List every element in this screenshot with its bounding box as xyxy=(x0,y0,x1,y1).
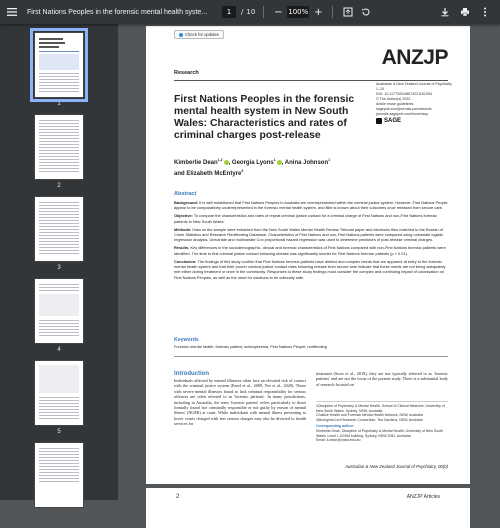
thumbnail-page-6[interactable] xyxy=(34,442,84,508)
abstract-background: Background: It is well established that First Nations Peoples in Australia are overrepresented within the criminal justice system. However, First Nations People appear to be comparatively underrepresented in the forensic mental health system, and little is known about their outcomes once released from secure care. xyxy=(174,200,448,211)
journal-footer: Australian & New Zealand Journal of Psychiatry, 00(0) xyxy=(345,464,448,469)
affiliations-block xyxy=(316,401,448,443)
history-icon[interactable] xyxy=(359,5,373,19)
corresponding-author-address: Kimberlie Dean, Discipline of Psychiatry & Mental Health, University of New South Wales, Level 1 AGSM building, Sydney, NSW 2052, Australia. xyxy=(316,428,444,438)
document-viewer[interactable] xyxy=(118,24,500,500)
thumbnail-image xyxy=(34,114,84,180)
corresponding-author-label: Corresponding author: xyxy=(316,424,355,429)
author-name: Anina Johnson xyxy=(284,160,329,166)
author-name: Kimberlie Dean xyxy=(174,160,218,166)
menu-icon[interactable] xyxy=(5,5,19,19)
print-icon[interactable] xyxy=(458,5,472,19)
author-affiliation-mark: 1,2 xyxy=(217,158,223,162)
fit-page-icon[interactable] xyxy=(341,5,355,19)
abstract-heading: Abstract xyxy=(174,191,197,197)
affiliation-2: 2Justice Health and Forensic Mental Health Network, NSW, Australia xyxy=(316,413,423,418)
thumbnail-image xyxy=(34,360,84,426)
orcid-icon[interactable] xyxy=(224,160,229,165)
meta-journal-link[interactable]: journals.sagepub.com/home/anp xyxy=(376,112,429,116)
keywords-heading: Keywords xyxy=(174,337,199,343)
thumbnail-sidebar xyxy=(0,24,118,500)
thumbnail-page-5[interactable] xyxy=(34,360,84,435)
document-title: First Nations Peoples in the forensic mental health syste... xyxy=(27,8,208,16)
page-separator: / xyxy=(241,8,244,16)
abstract-results: Results: Key differences in the sociodemographic, clinical and forensic characteristics of First Nations compared with non-First Nations forensic patients were identified. The time to first criminal justice contact following release was significantly shorter for First Nations forensic patients (p < 0.01). xyxy=(174,245,446,256)
zoom-input[interactable]: 100% xyxy=(288,8,309,16)
running-header: ANZJP Articles xyxy=(406,494,440,500)
toolbar-divider xyxy=(263,6,264,18)
download-icon[interactable] xyxy=(438,5,452,19)
page-number: 2 xyxy=(176,494,180,500)
introduction-column-2: treatment (Soon et al., 2018), they are not typically referred to as 'forensic patients' and are not the focus of the present study. There is a substantial body of research focused on xyxy=(316,371,448,387)
corresponding-author-email[interactable]: Email: k.dean@unsw.edu.au xyxy=(316,438,361,443)
keywords-text: Forensic mental health, forensic patient, schizophrenia, First Nations People, reoffending xyxy=(174,344,327,349)
author-affiliation-mark: 1 xyxy=(273,158,276,162)
thumbnail-page-3[interactable] xyxy=(34,196,84,271)
abstract-objective: Objective: To compare the characteristics and rates of repeat criminal justice contact for a criminal charge of First Nations and non-First Nations forensic patients in New South Wales. xyxy=(174,213,438,224)
thumbnail-number: 1 xyxy=(57,101,61,107)
thumbnail-page-2[interactable] xyxy=(34,114,84,189)
thumbnail-number: 4 xyxy=(57,347,61,353)
affiliation-3: 3Aboriginal-Led Research Consortium, Tea Gardens, NSW, Australia xyxy=(316,417,423,422)
introduction-column-1: Individuals affected by mental illnesses often face an elevated risk of contact with the criminal justice system (Fazel et al., 2009; Yee et al., 2020). Those with severe mental illnesses found to lack criminal responsibility for serious offences are often referred to as 'forensic patients'. In many jurisdictions, including in Australia, the term 'forensic patient' refers particularly to those formally found 'not criminally responsible or not guilty by reason of mental illness' (NGMI) at court. While individuals with mental illness presenting to lower courts charged with less serious charges may also be diverted to health services for xyxy=(174,378,306,427)
author-conjunction: and xyxy=(174,171,185,177)
thumbnail-image xyxy=(34,278,84,344)
thumbnail-page-4[interactable] xyxy=(34,278,84,353)
update-badge-icon xyxy=(179,33,183,37)
toolbar-divider xyxy=(332,6,333,18)
introduction-heading: Introduction xyxy=(174,371,209,377)
page-number-input[interactable]: 1 xyxy=(222,6,236,18)
check-updates-label: Check for updates xyxy=(185,32,219,37)
thumbnail-image xyxy=(34,196,84,262)
author-name: Elizabeth McEntyre xyxy=(186,171,242,177)
more-icon[interactable] xyxy=(478,5,492,19)
page-total: 10 xyxy=(246,8,256,16)
sage-logo-text: SAGE xyxy=(384,117,402,124)
thumbnail-image xyxy=(34,32,84,98)
orcid-icon[interactable] xyxy=(277,160,282,165)
sage-logo xyxy=(376,118,456,124)
meta-copyright: © The Author(s) 2022 xyxy=(376,97,411,101)
thumbnail-page-1[interactable] xyxy=(34,32,84,107)
article-section: Research xyxy=(174,70,199,76)
zoom-in-button[interactable]: + xyxy=(314,6,323,18)
article-title: First Nations Peoples in the forensic mental health system in New South Wales: Characteristics and rates of criminal charges post-release xyxy=(174,94,355,141)
article-meta xyxy=(376,82,456,124)
journal-logo: ANZJP xyxy=(381,46,448,69)
thumbnail-number: 3 xyxy=(57,265,61,271)
section-rule xyxy=(174,356,448,357)
author-affiliation-mark: 1 xyxy=(328,158,331,162)
pdf-toolbar xyxy=(0,0,500,24)
header-rule xyxy=(174,80,448,81)
pdf-page-2 xyxy=(146,488,470,528)
meta-reuse: Article reuse guidelines: xyxy=(376,102,415,106)
abstract-conclusion: Conclusion: The findings of this study confirm that First Nations forensic patients have distinct and complex needs that are apparent at entry to the forensic mental health system and that their poorer criminal justice contact rates following release from secure care indicate that these needs are not being adequately met either during treatment or once in the community. Responses to these study findings must consider the complex and continuing impact of colonisation on First Nations Peoples, as well as the need for solutions to be culturally safe. xyxy=(174,258,446,280)
abstract-body xyxy=(174,200,451,283)
abstract-methods: Methods: Data on the sample were extracted from the New South Wales Mental Health Review Tribunal paper and electronic files matched to the Bureau of Crime Statistics and Research Reoffending Database. Characteristics of First Nations and non-First Nations patients were compared using univariate logistic regression analysis. Univariate and multivariate Cox proportional hazard regression was used to determine predictors of post-release criminal charges. xyxy=(174,226,444,243)
meta-journal: Australian & New Zealand Journal of Psychiatry xyxy=(376,82,452,86)
pdf-page-1 xyxy=(146,26,470,484)
affiliation-1: 1Discipline of Psychiatry & Mental Health, School of Clinical Medicine, University of New South Wales, Sydney, NSW, Australia xyxy=(316,404,445,413)
author-affiliation-mark: 3 xyxy=(241,169,244,173)
thumbnail-number: 5 xyxy=(57,429,61,435)
thumbnail-image xyxy=(34,442,84,508)
check-for-updates-button[interactable] xyxy=(174,30,224,39)
sage-mark-icon xyxy=(376,118,382,124)
author-list: Kimberlie Dean$^{1,2}$ , Georgia Lyons$^1$ , Anina Johnson$^1$ and Elizabeth McEntyre$^3$ xyxy=(174,158,331,177)
zoom-out-button[interactable]: − xyxy=(274,6,283,18)
thumbnail-number: 2 xyxy=(57,183,61,189)
author-name: Georgia Lyons xyxy=(231,160,274,166)
right-toolbar-group xyxy=(438,5,492,19)
meta-pages: 1–10 xyxy=(376,87,384,91)
meta-reuse-link[interactable]: sagepub.com/journals-permissions xyxy=(376,107,432,111)
meta-doi[interactable]: DOI: 10.1177/00048674221151094 xyxy=(376,92,432,96)
